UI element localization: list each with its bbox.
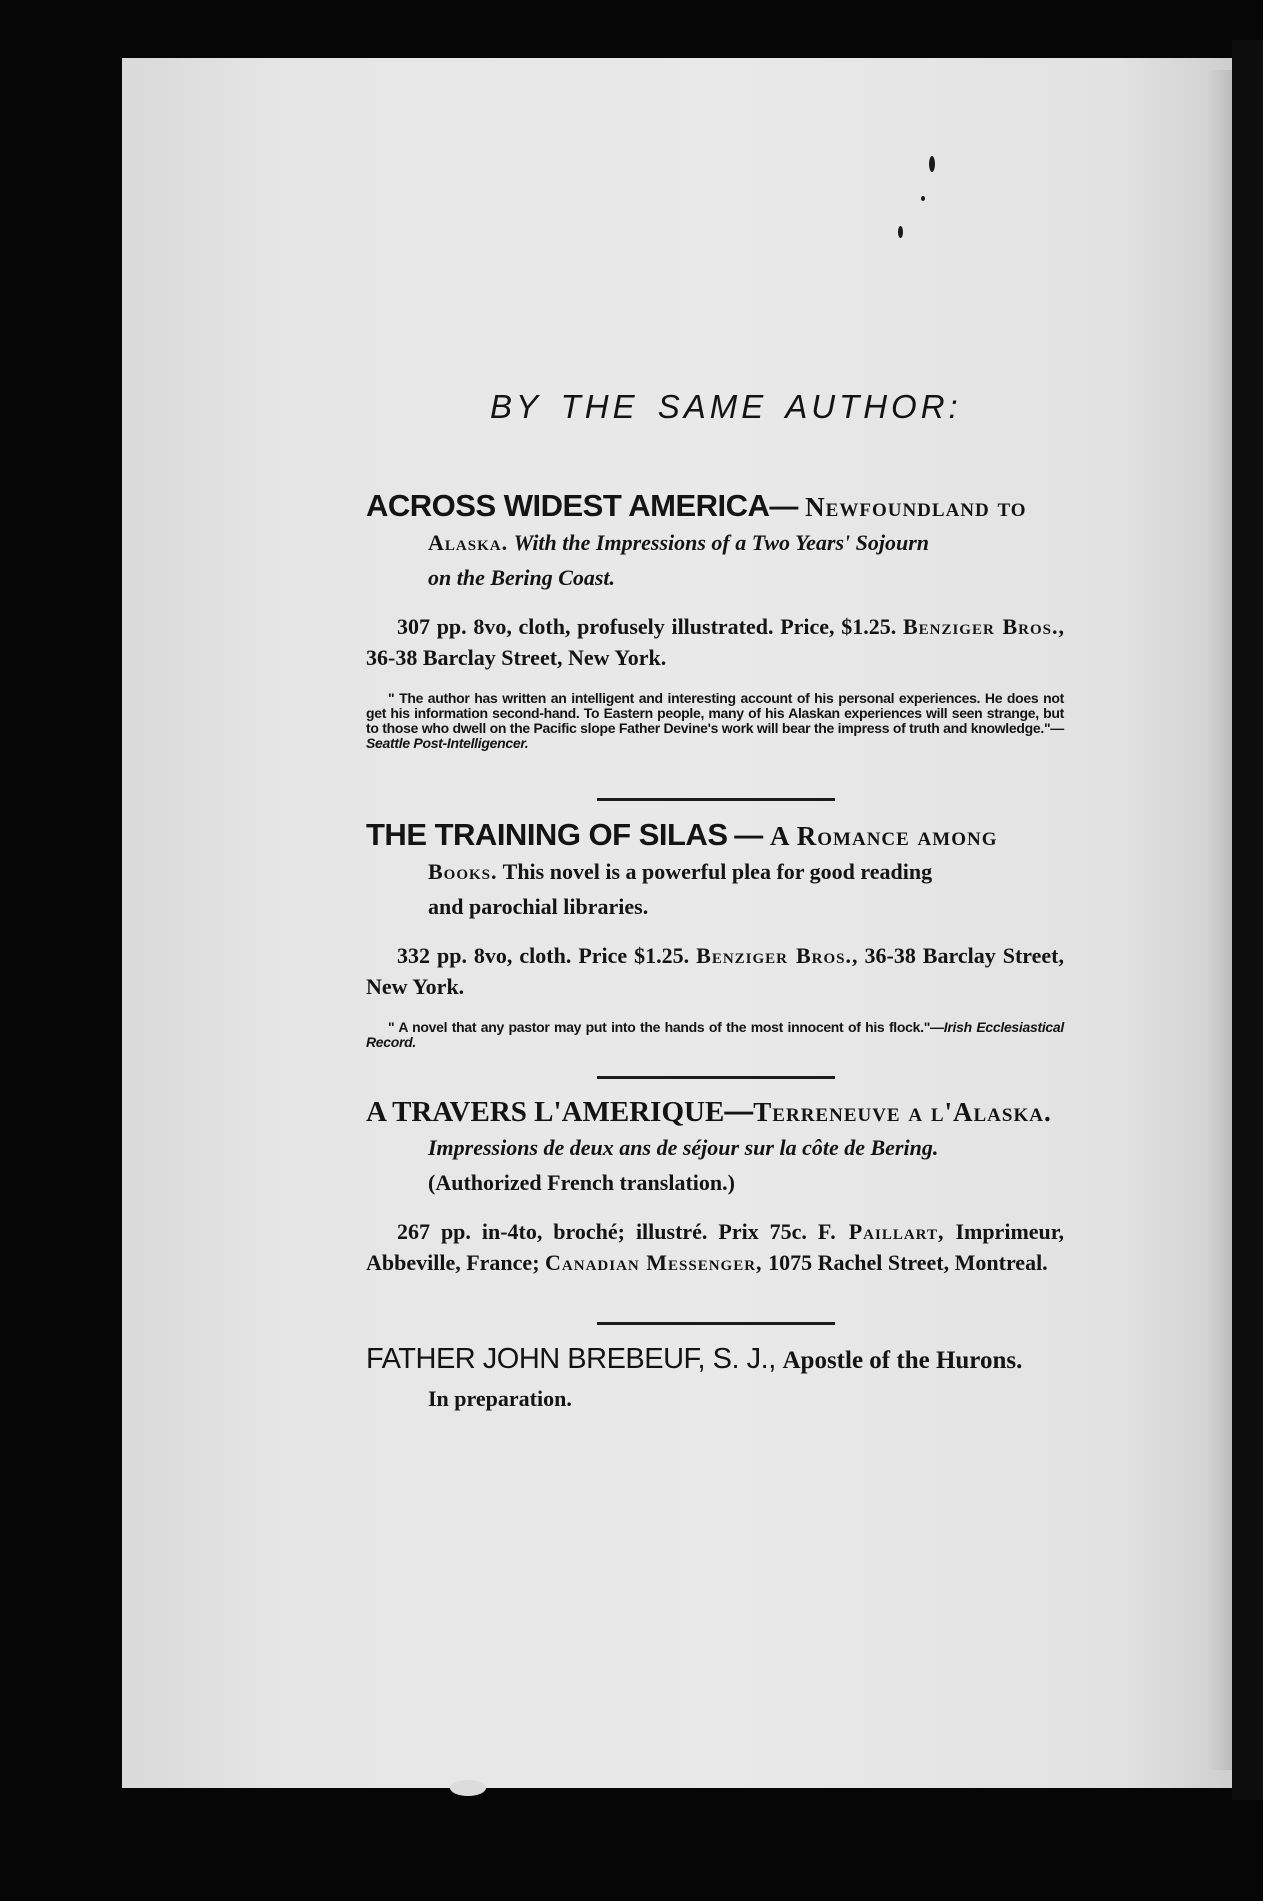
divider-rule	[597, 798, 835, 801]
book-title-line	[366, 1341, 1064, 1379]
book-title: ACROSS WIDEST AMERICA	[366, 488, 770, 523]
book-status: In preparation.	[428, 1386, 572, 1411]
book-entry-across-widest-america	[366, 488, 1064, 751]
book-title-line: THE TRAINING OF SILAS — A Romance among	[366, 817, 998, 852]
book-title: THE TRAINING OF SILAS	[366, 817, 728, 852]
book-title-line: ACROSS WIDEST AMERICA— Newfoundland to	[366, 488, 1027, 523]
divider-rule	[597, 1322, 835, 1325]
book-publication-info: 332 pp. 8vo, cloth. Price $1.25. Benziger Bros., 36-38 Barclay Street, New York.	[366, 943, 1064, 999]
book-title: FATHER JOHN BREBEUF, S. J.,	[366, 1343, 776, 1375]
book-review-quote: " The author has written an intelligent and interesting account of his personal experiences. He does not get his information second-hand. To Eastern people, many of his Alaskan experiences will seen strange, but to those who dwell on the Pacific slope Father Devine's work will bear the impress of truth and knowledge."—Seattle Post-Intelligencer.	[366, 690, 1064, 751]
book-entry-a-travers-lamerique	[366, 1094, 1064, 1278]
section-heading: BY THE SAME AUTHOR:	[490, 388, 962, 425]
book-title: A TRAVERS L'AMERIQUE	[366, 1096, 725, 1128]
book-entry-father-john-brebeuf	[366, 1341, 1064, 1416]
divider-rule	[597, 1076, 835, 1079]
book-title-line: A TRAVERS L'AMERIQUE—Terreneuve a l'Alaska.	[366, 1096, 1052, 1128]
book-subtitle: A Romance among	[770, 821, 998, 851]
book-subtitle: Newfoundland to	[805, 492, 1027, 522]
book-description: Alaska. With the Impressions of a Two Years' Sojourn on the Bering Coast.	[428, 530, 930, 590]
book-publication-info: 307 pp. 8vo, cloth, profusely illustrated. Price, $1.25. Benziger Bros., 36-38 Barclay Street, New York.	[366, 614, 1065, 670]
book-review-quote: " A novel that any pastor may put into the hands of the most innocent of his flock."—Irish Ecclesiastical Record.	[366, 1019, 1064, 1050]
book-entry-training-of-silas	[366, 817, 1064, 1050]
book-publication-info: 267 pp. in-4to, broché; illustré. Prix 75c. F. Paillart, Imprimeur, Abbeville, France; Canadian Messenger, 1075 Rachel Street, Montreal.	[366, 1219, 1065, 1275]
book-subtitle: Apostle of the Hurons.	[782, 1347, 1023, 1374]
book-subtitle: Terreneuve a l'Alaska.	[753, 1097, 1052, 1127]
book-description: Books. This novel is a powerful plea for good reading and parochial libraries.	[428, 859, 933, 919]
book-description: Impressions de deux ans de séjour sur la côte de Bering. (Authorized French translation.)	[428, 1135, 939, 1195]
